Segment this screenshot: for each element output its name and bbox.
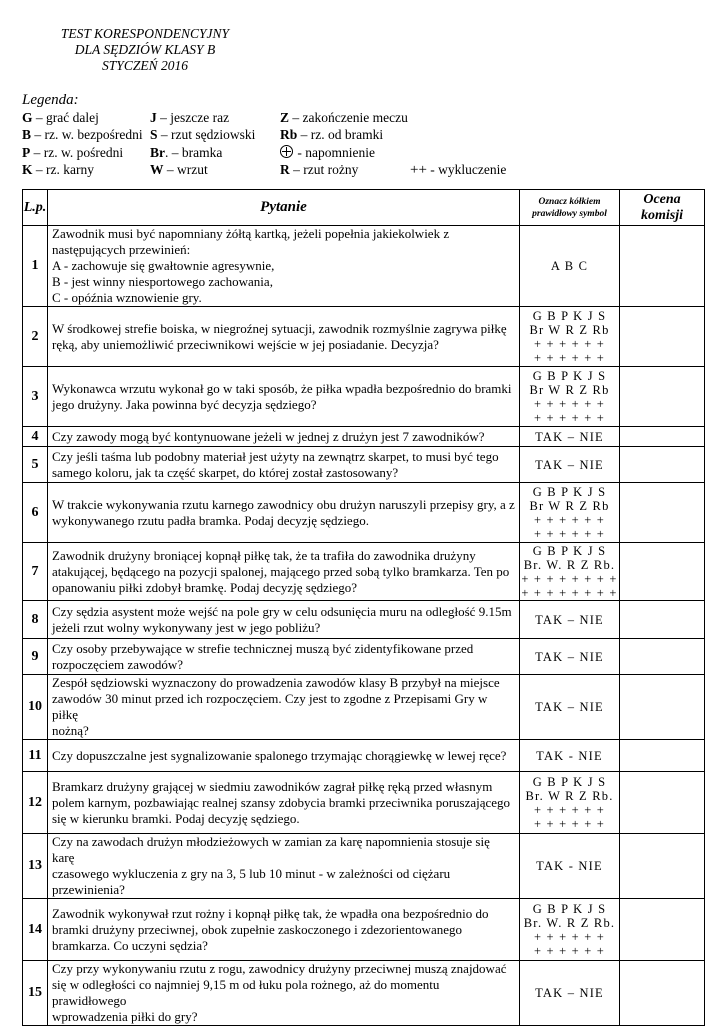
legend-row bbox=[22, 161, 712, 178]
header-mark-line-2: prawidłowy symbol bbox=[532, 208, 607, 219]
question-text bbox=[48, 447, 520, 483]
legend-text: – jeszcze raz bbox=[156, 110, 230, 125]
header-evaluation bbox=[620, 190, 705, 226]
legend-entry bbox=[280, 126, 383, 143]
answer-line: Br W R Z Rb bbox=[529, 322, 610, 337]
answer-line: + + + + + + bbox=[533, 336, 606, 351]
legend-key: G bbox=[22, 110, 33, 125]
question-number: 10 bbox=[23, 675, 48, 740]
question-line: Czy przy wykonywaniu rzutu z rogu, zawodnicy drużyny przeciwnej muszą znajdować bbox=[52, 961, 507, 976]
table-row bbox=[23, 601, 705, 639]
legend-text: – zakończenie meczu bbox=[289, 110, 408, 125]
legend-entry bbox=[150, 161, 208, 178]
table-row bbox=[23, 639, 705, 675]
question-number: 8 bbox=[23, 601, 48, 639]
question-text bbox=[48, 961, 520, 1026]
answer-line: TAK – NIE bbox=[535, 700, 604, 714]
table-row bbox=[23, 307, 705, 367]
header-line-2: DLA SĘDZIÓW KLASY B bbox=[74, 42, 216, 57]
document-header bbox=[50, 26, 240, 74]
evaluation-cell bbox=[620, 601, 705, 639]
legend-text: – rz. w. pośredni bbox=[30, 144, 124, 160]
legend-text: – rz. w. bezpośredni bbox=[31, 127, 143, 143]
question-line: A - zachowuje się gwałtownie agresywnie, bbox=[52, 258, 275, 273]
legend-text: . – bramka bbox=[165, 144, 223, 160]
evaluation-cell bbox=[620, 543, 705, 601]
table-row bbox=[23, 367, 705, 427]
header-line-1: TEST KORESPONDENCYJNY bbox=[60, 26, 230, 41]
question-line: przewinienia? bbox=[52, 882, 125, 897]
question-line: W trakcie wykonywania rzutu karnego zawodnicy obu drużyn naruszyli przepisy gry, a z bbox=[52, 496, 515, 512]
evaluation-cell bbox=[620, 834, 705, 899]
question-number: 7 bbox=[23, 543, 48, 601]
legend-key: Rb bbox=[280, 127, 298, 143]
question-line: Zespół sędziowski wyznaczony do prowadzenia zawodów klasy B przybył na miejsce bbox=[52, 675, 500, 690]
legend-text: – rzut rożny bbox=[289, 161, 359, 177]
question-line: W środkowej strefie boiska, w niegroźnej sytuacji, zawodnik rozmyślnie zagrywa piłkę bbox=[52, 320, 507, 336]
question-line: B - jest winny niesportowego zachowania, bbox=[52, 274, 273, 289]
legend-key: ++ bbox=[410, 161, 427, 178]
question-line: Zawodnik musi być napomniany żółtą kartką, jeżeli popełnia jakiekolwiek z bbox=[52, 226, 450, 241]
question-line: wprowadzenia piłki do gry? bbox=[52, 1009, 198, 1024]
question-line: wykonywanego rzutu padła bramka. Podaj decyzję sędziego. bbox=[52, 512, 369, 528]
question-text bbox=[48, 740, 520, 772]
answer-line: G B P K J S bbox=[532, 543, 607, 558]
answer-options[interactable] bbox=[520, 899, 620, 961]
question-line: C - opóźnia wznowienie gry. bbox=[52, 290, 202, 305]
evaluation-cell bbox=[620, 899, 705, 961]
question-number: 5 bbox=[23, 447, 48, 483]
header-mark bbox=[520, 190, 620, 226]
question-number: 1 bbox=[23, 226, 48, 307]
answer-options[interactable] bbox=[520, 543, 620, 601]
answer-line: Br W R Z Rb bbox=[529, 498, 610, 513]
legend bbox=[22, 109, 712, 178]
question-number: 15 bbox=[23, 961, 48, 1026]
answer-line: Br W R Z Rb bbox=[529, 382, 610, 397]
question-line: zawodów 30 minut przed ich rozpoczęciem. Czy jest to zgodne z Przepisami Gry w piłkę bbox=[52, 691, 488, 722]
circled-plus-icon bbox=[280, 145, 293, 158]
answer-line: + + + + + + bbox=[533, 410, 606, 425]
question-line: Wykonawca wrzutu wykonał go w taki sposób, że piłka wpadła bezpośrednio do bramki bbox=[52, 380, 512, 396]
answer-options[interactable] bbox=[520, 834, 620, 899]
question-number: 12 bbox=[23, 772, 48, 834]
question-line: jeżeli rzut wolny wykonywany jest w jego pobliżu? bbox=[52, 619, 321, 635]
legend-row bbox=[22, 126, 712, 143]
question-line: Bramkarz drużyny grającej w siedmiu zawodników zagrał piłkę ręką przed własnym bbox=[52, 778, 493, 794]
answer-line: Br. W R Z Rb. bbox=[525, 788, 614, 803]
legend-key: Z bbox=[280, 110, 290, 125]
legend-text: – grać dalej bbox=[32, 110, 99, 125]
evaluation-cell bbox=[620, 740, 705, 772]
question-line: bramki drużyny przeciwnej, obok zupełnie zaskoczonego i zdezorientowanego bbox=[52, 921, 463, 937]
question-text bbox=[48, 601, 520, 639]
question-line: jego drużyny. Jaka powinna być decyzja sędziego? bbox=[52, 396, 317, 412]
answer-line: + + + + + + bbox=[533, 802, 606, 817]
legend-entry bbox=[280, 144, 375, 161]
legend-entry bbox=[280, 109, 408, 126]
legend-text: – wrzut bbox=[163, 161, 208, 177]
answer-line: Br. W. R Z Rb. bbox=[523, 915, 616, 930]
header-eval-line-1: Ocena bbox=[643, 191, 681, 207]
question-number: 6 bbox=[23, 483, 48, 543]
legend-key: W bbox=[150, 161, 164, 177]
question-number: 4 bbox=[23, 427, 48, 447]
header-lp: L.p. bbox=[23, 190, 48, 226]
answer-options[interactable] bbox=[520, 226, 620, 307]
legend-key: K bbox=[22, 161, 33, 177]
legend-row bbox=[22, 109, 712, 126]
question-line: opanowaniu piłki zdobył bramkę. Podaj decyzję sędziego? bbox=[52, 579, 358, 595]
answer-line: + + + + + + bbox=[533, 350, 606, 365]
legend-entry bbox=[150, 144, 222, 161]
answer-options[interactable] bbox=[520, 367, 620, 427]
table-row bbox=[23, 961, 705, 1026]
legend-entry bbox=[410, 161, 506, 179]
question-text bbox=[48, 543, 520, 601]
legend-entry bbox=[22, 109, 99, 126]
table-row bbox=[23, 772, 705, 834]
answer-options[interactable] bbox=[520, 639, 620, 675]
table-row bbox=[23, 899, 705, 961]
evaluation-cell bbox=[620, 639, 705, 675]
question-number: 13 bbox=[23, 834, 48, 899]
question-line: Zawodnik wykonywał rzut rożny i kopnął piłkę tak, że wpadła ona bezpośrednio do bbox=[52, 905, 489, 921]
question-line: bramkarza. Co uczyni sędzia? bbox=[52, 937, 208, 953]
answer-line: TAK - NIE bbox=[536, 859, 603, 873]
question-line: się w kierunku bramki. Podaj decyzję sędziego. bbox=[52, 810, 300, 826]
legend-text: – rz. karny bbox=[32, 161, 94, 177]
answer-line: + + + + + + bbox=[533, 396, 606, 411]
answer-line: + + + + + + bbox=[533, 512, 606, 527]
question-line: Czy sędzia asystent może wejść na pole gry w celu odsunięcia muru na odległość 9.15m bbox=[52, 603, 512, 619]
answer-options[interactable] bbox=[520, 483, 620, 543]
question-line: polem karnym, pozbawiając realnej szansy zdobycia bramki przeciwnika poruszającego bbox=[52, 794, 511, 810]
header-eval-line-2: komisji bbox=[640, 207, 683, 223]
answer-line: G B P K J S bbox=[532, 484, 607, 499]
question-text bbox=[48, 639, 520, 675]
answer-line: A B C bbox=[550, 259, 589, 273]
table-row bbox=[23, 447, 705, 483]
evaluation-cell bbox=[620, 675, 705, 740]
evaluation-cell bbox=[620, 483, 705, 543]
question-text bbox=[48, 772, 520, 834]
answer-options[interactable] bbox=[520, 601, 620, 639]
answer-options[interactable] bbox=[520, 307, 620, 367]
answer-options[interactable] bbox=[520, 675, 620, 740]
legend-key: R bbox=[280, 161, 290, 177]
question-text bbox=[48, 367, 520, 427]
question-line: Czy na zawodach drużyn młodzieżowych w zamian za karę napomnienia stosuje się karę bbox=[52, 834, 490, 865]
question-table bbox=[22, 189, 705, 1026]
answer-line: Br. W. R Z Rb. bbox=[523, 557, 616, 572]
legend-entry bbox=[150, 126, 255, 143]
question-line: samego koloru, jak ta część skarpet, do której został zastosowany? bbox=[52, 464, 399, 480]
legend-text: - wykluczenie bbox=[426, 161, 507, 177]
legend-key: S bbox=[150, 127, 158, 143]
question-text bbox=[48, 483, 520, 543]
question-line: Czy jeśli taśma lub podobny materiał jest użyty na zewnątrz skarpet, to musi być tego bbox=[52, 448, 499, 464]
legend-key: P bbox=[22, 144, 31, 160]
legend-entry bbox=[150, 109, 229, 126]
answer-options[interactable] bbox=[520, 740, 620, 772]
question-line: się w odległości co najmniej 9,15 m od łuku pola rożnego, aż do momentu prawidłowego bbox=[52, 977, 440, 1008]
question-number: 2 bbox=[23, 307, 48, 367]
legend-entry bbox=[22, 144, 123, 161]
answer-options[interactable] bbox=[520, 447, 620, 483]
evaluation-cell bbox=[620, 427, 705, 447]
answer-line: + + + + + + + + bbox=[521, 585, 618, 600]
answer-line: + + + + + + bbox=[533, 526, 606, 541]
evaluation-cell bbox=[620, 307, 705, 367]
question-line: następujących przewinień: bbox=[52, 242, 191, 257]
answer-line: TAK - NIE bbox=[536, 748, 603, 763]
question-line: atakującej, będącego na pozycji spalonej, mającego przed sobą tylko bramkarza. Ten po bbox=[52, 563, 510, 579]
legend-key: B bbox=[22, 127, 32, 143]
legend-key: Br bbox=[150, 144, 165, 160]
question-line: Czy dopuszczalne jest sygnalizowanie spalonego trzymając chorągiewkę w lewej ręce? bbox=[52, 747, 507, 763]
question-text bbox=[48, 675, 520, 740]
table-row bbox=[23, 483, 705, 543]
evaluation-cell bbox=[620, 367, 705, 427]
answer-line: + + + + + + bbox=[533, 943, 606, 958]
answer-line: + + + + + + bbox=[533, 929, 606, 944]
answer-line: + + + + + + + + bbox=[521, 571, 618, 586]
answer-line: + + + + + + bbox=[533, 816, 606, 831]
legend-text: - napomnienie bbox=[294, 144, 375, 160]
evaluation-cell bbox=[620, 772, 705, 834]
table-row bbox=[23, 834, 705, 899]
question-text bbox=[48, 307, 520, 367]
answer-line: G B P K J S bbox=[532, 901, 607, 916]
table-row bbox=[23, 543, 705, 601]
answer-line: G B P K J S bbox=[532, 774, 607, 789]
question-line: Czy osoby przebywające w strefie technicznej muszą być zidentyfikowane przed bbox=[52, 640, 474, 656]
legend-title: Legenda: bbox=[22, 92, 79, 108]
answer-line: TAK – NIE bbox=[535, 649, 604, 664]
header-line-3: STYCZEŃ 2016 bbox=[102, 58, 188, 73]
question-line: Czy zawody mogą być kontynuowane jeżeli w jednej z drużyn jest 7 zawodników? bbox=[52, 428, 485, 444]
answer-line: G B P K J S bbox=[532, 308, 607, 323]
answer-line: TAK – NIE bbox=[535, 986, 604, 1000]
table-row bbox=[23, 740, 705, 772]
question-number: 14 bbox=[23, 899, 48, 961]
evaluation-cell bbox=[620, 447, 705, 483]
answer-options[interactable] bbox=[520, 961, 620, 1026]
legend-entry bbox=[280, 161, 358, 178]
answer-line: G B P K J S bbox=[532, 368, 607, 383]
question-line: czasowego wykluczenia z gry na 3, 5 lub 10 minut - w zależności od ciężaru bbox=[52, 866, 451, 881]
question-text bbox=[48, 834, 520, 899]
legend-entry bbox=[22, 161, 94, 178]
legend-row bbox=[22, 144, 712, 161]
table-row bbox=[23, 675, 705, 740]
header-question: Pytanie bbox=[48, 190, 520, 226]
legend-text: – rz. od bramki bbox=[297, 127, 384, 143]
legend-text: – rzut sędziowski bbox=[157, 127, 256, 143]
question-text bbox=[48, 899, 520, 961]
evaluation-cell bbox=[620, 226, 705, 307]
question-number: 11 bbox=[23, 740, 48, 772]
question-line: nożną? bbox=[52, 723, 89, 738]
question-number: 3 bbox=[23, 367, 48, 427]
question-line: rozpoczęciem zawodów? bbox=[52, 656, 184, 672]
answer-line: TAK – NIE bbox=[535, 429, 604, 444]
question-text bbox=[48, 226, 520, 307]
table-row bbox=[23, 427, 705, 447]
table-row bbox=[23, 226, 705, 307]
evaluation-cell bbox=[620, 961, 705, 1026]
answer-line: TAK – NIE bbox=[535, 457, 604, 472]
question-line: Zawodnik drużyny broniącej kopnął piłkę tak, że ta trafiła do zawodnika drużyny bbox=[52, 547, 476, 563]
question-text bbox=[48, 427, 520, 447]
legend-key: J bbox=[150, 110, 157, 125]
answer-options[interactable] bbox=[520, 772, 620, 834]
header-mark-line-1: Oznacz kółkiem bbox=[538, 196, 601, 207]
question-number: 9 bbox=[23, 639, 48, 675]
answer-options[interactable] bbox=[520, 427, 620, 447]
question-line: ręką, aby uniemożliwić przeciwnikowi wejście w jej posiadanie. Decyzja? bbox=[52, 336, 439, 352]
answer-line: TAK – NIE bbox=[535, 612, 604, 627]
legend-entry bbox=[22, 126, 143, 143]
